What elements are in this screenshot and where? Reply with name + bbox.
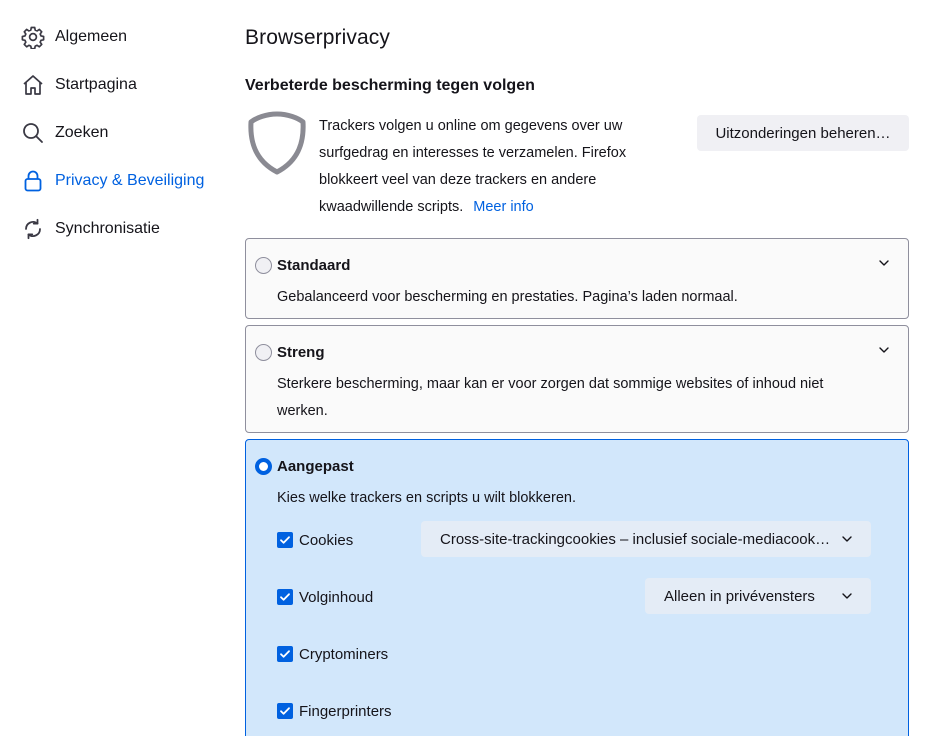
check-icon [279,705,291,717]
sidebar-item-label: Algemeen [55,28,128,45]
check-icon [279,591,291,603]
sidebar-item-privacy[interactable] [20,165,204,197]
fingerprinters-row[interactable] [277,701,392,721]
tracking-content-checkbox[interactable] [277,589,293,605]
option-title: Standaard [277,257,351,274]
chevron-down-icon[interactable] [878,257,890,269]
radio-custom[interactable] [255,458,272,475]
fingerprinters-checkbox[interactable] [277,703,293,719]
sidebar-item-search[interactable] [20,117,108,149]
tracking-content-row[interactable] [277,587,373,607]
more-info-link[interactable]: Meer info [473,199,534,215]
cryptominers-label: Cryptominers [299,645,389,663]
tracking-description [319,113,669,221]
radio-standard[interactable] [255,257,272,274]
cookies-select-value: Cross-site-trackingcookies – inclusief sociale-mediacook… [440,530,831,548]
cookies-row[interactable] [277,530,353,550]
home-icon [20,72,46,98]
sidebar-item-sync[interactable] [20,213,160,245]
tracking-content-select[interactable] [645,578,871,614]
sidebar-item-label: Startpagina [55,76,137,93]
sidebar-item-label: Zoeken [55,124,109,141]
check-icon [279,648,291,660]
gear-icon [20,24,46,50]
option-description: Kies welke trackers en scripts u wilt blokkeren. [277,490,576,506]
chevron-down-icon [841,533,853,545]
sidebar-item-home[interactable] [20,69,137,101]
cryptominers-checkbox[interactable] [277,646,293,662]
tracking-content-select-value: Alleen in privévensters [664,587,815,605]
sidebar-item-general[interactable] [20,21,127,53]
option-custom[interactable] [245,439,909,736]
option-title: Streng [277,344,325,361]
check-icon [279,534,291,546]
manage-exceptions-button[interactable]: Uitzonderingen beheren… [697,115,909,151]
section-title: Verbeterde bescherming tegen volgen [245,77,535,94]
sync-icon [20,216,46,242]
shield-icon [246,110,308,176]
fingerprinters-label: Fingerprinters [299,702,392,720]
sidebar-item-label: Synchronisatie [55,220,160,237]
option-strict[interactable] [245,325,909,433]
option-standard[interactable] [245,238,909,319]
option-description: Gebalanceerd voor bescherming en prestaties. Pagina’s laden normaal. [277,289,738,305]
chevron-down-icon [841,590,853,602]
description-text: Trackers volgen u online om gegevens over uw surfgedrag en interesses te verzamelen. Firefox blokkeert veel van deze trackers en andere kwaadwillende scripts. [319,118,627,215]
option-description: Sterkere bescherming, maar kan er voor zorgen dat sommige websites of inhoud niet werken. [277,376,824,419]
page-title: Browserprivacy [245,26,390,49]
tracking-content-label: Volginhoud [299,588,374,606]
option-title: Aangepast [277,458,354,475]
cookies-checkbox[interactable] [277,532,293,548]
chevron-down-icon[interactable] [878,344,890,356]
cookies-select[interactable] [421,521,871,557]
search-icon [20,120,46,146]
radio-strict[interactable] [255,344,272,361]
cookies-label: Cookies [299,531,354,549]
lock-icon [20,168,46,194]
sidebar [0,0,230,736]
sidebar-item-label: Privacy & Beveiliging [55,172,205,189]
cryptominers-row[interactable] [277,644,388,664]
